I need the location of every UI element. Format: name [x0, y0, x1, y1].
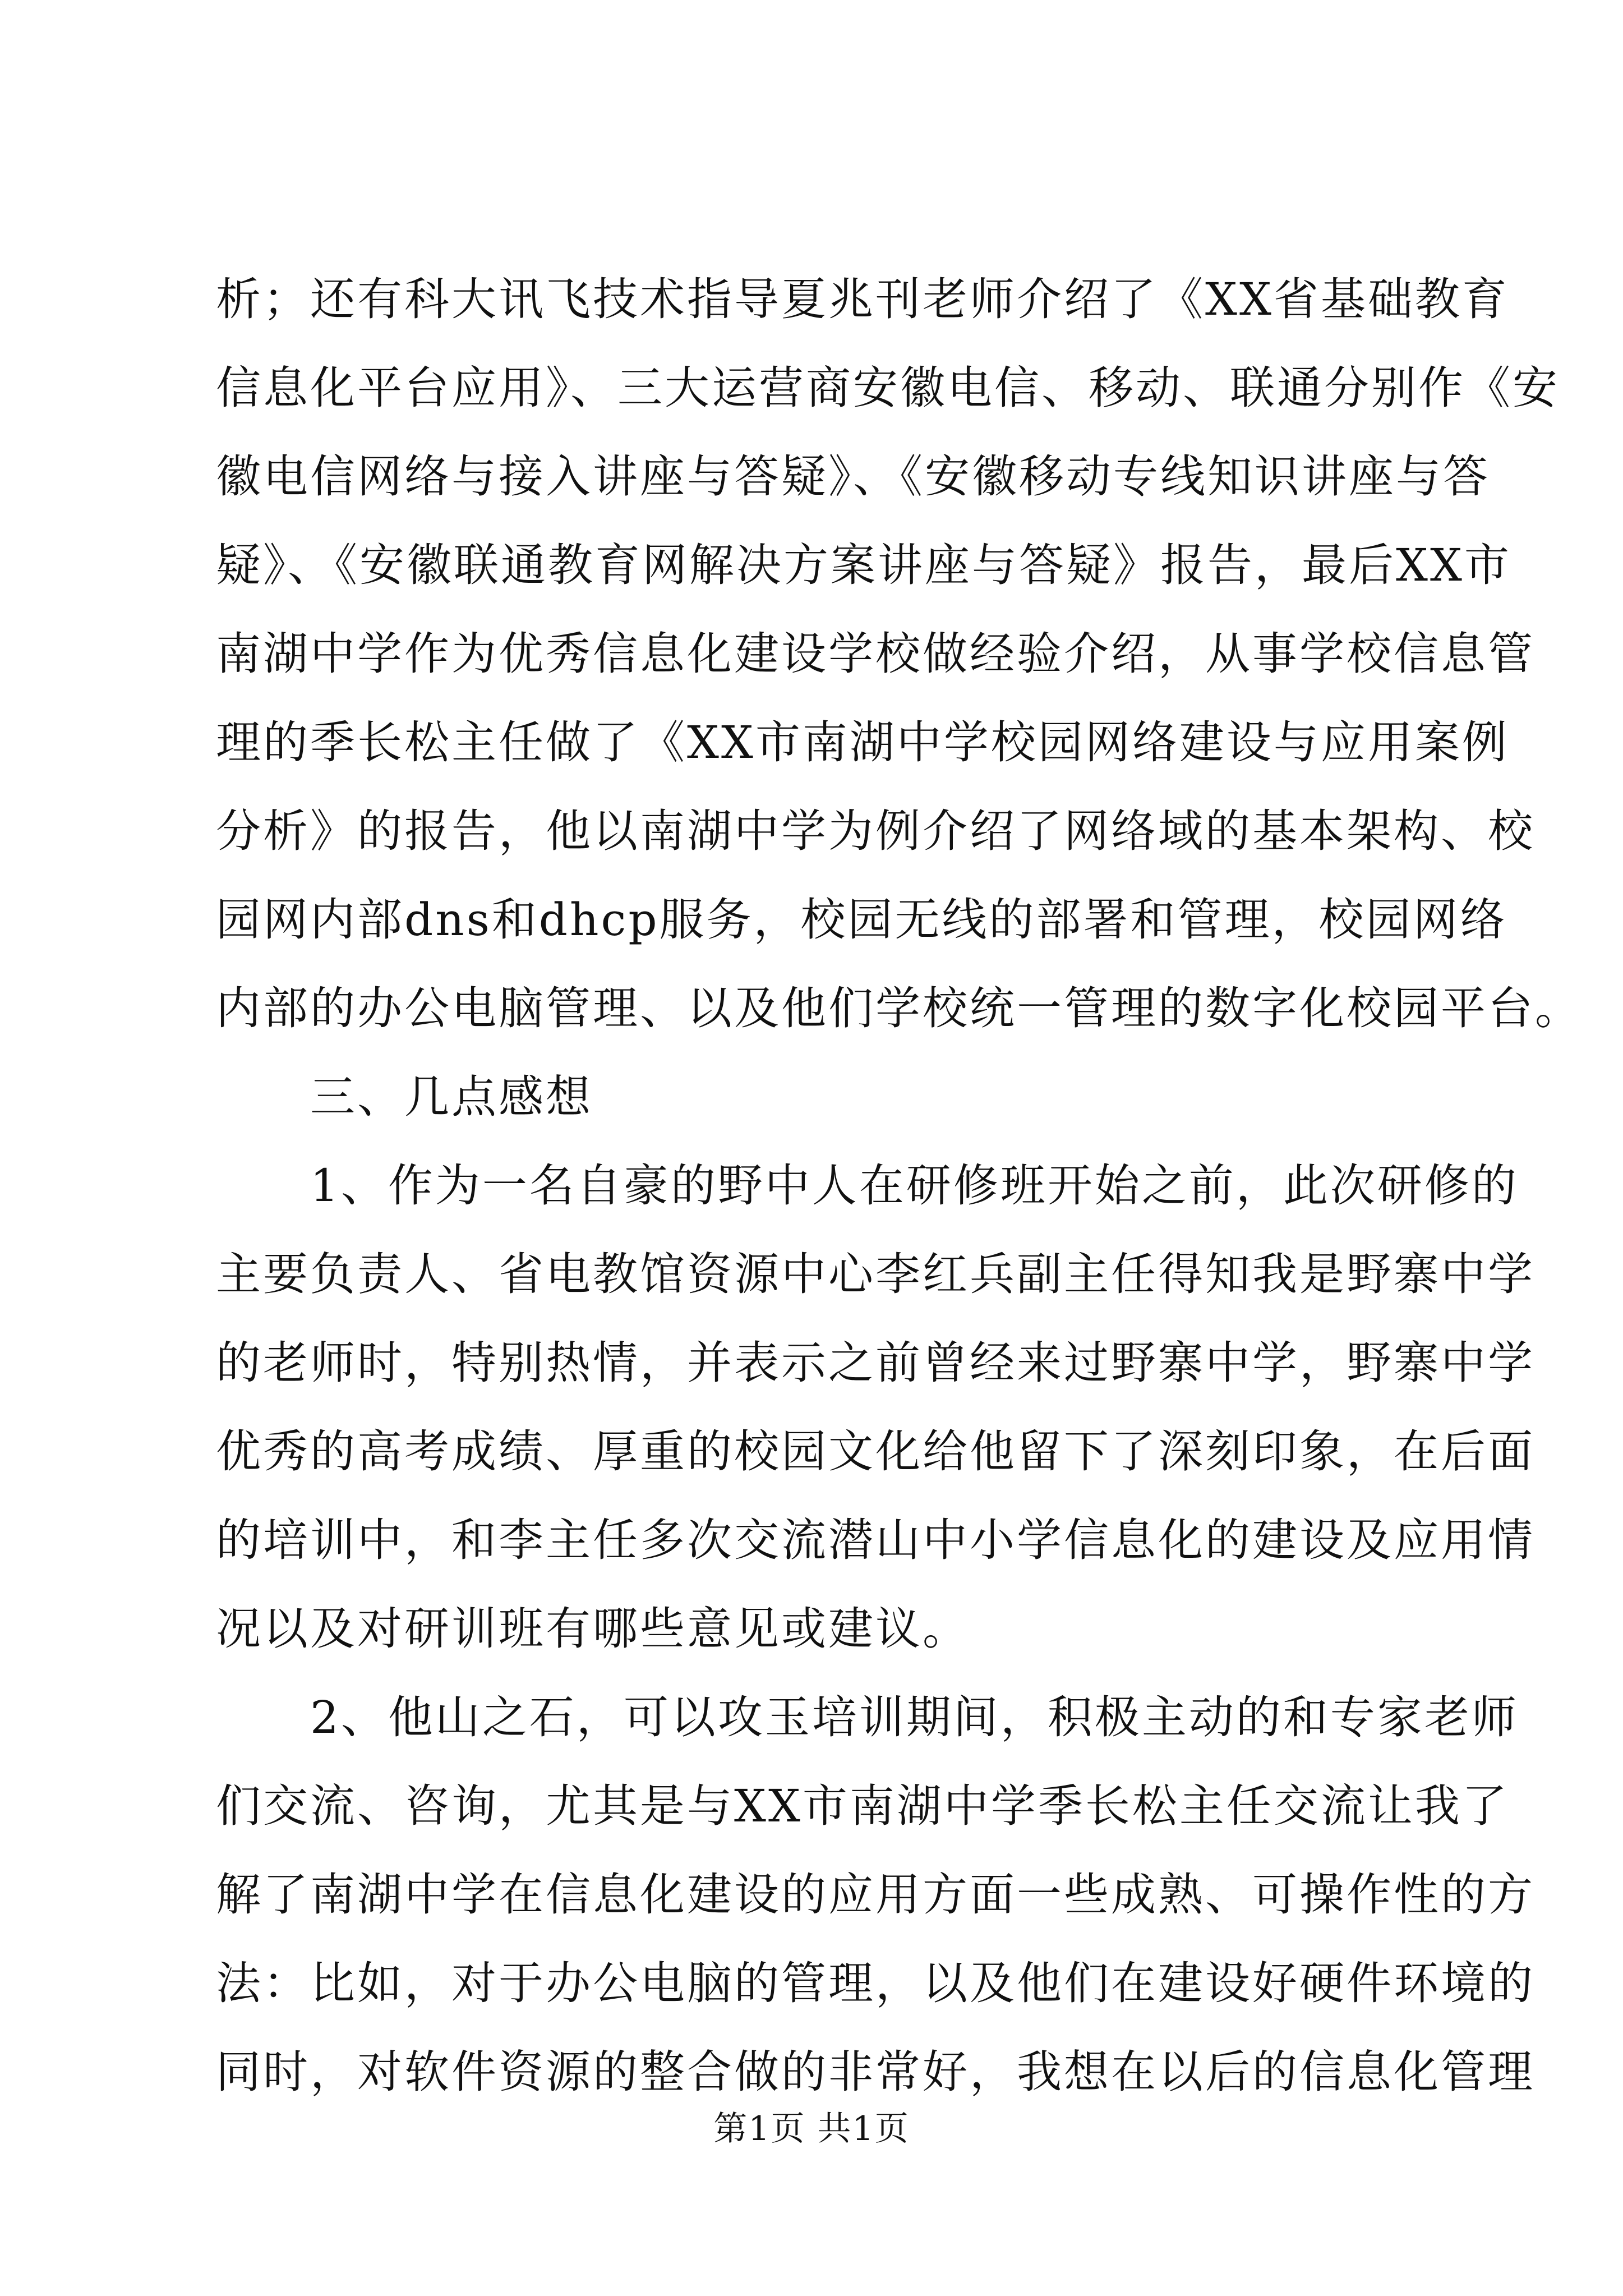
text-line: 况以及对研训班有哪些意见或建议。: [216, 1603, 970, 1655]
text-line: 信息化平台应用》、三大运营商安徽电信、移动、联通分别作《安: [216, 362, 1560, 414]
text-line: 园网内部dns和dhcp服务，校园无线的部署和管理，校园网络: [216, 894, 1507, 946]
text-line: 分析》的报告，他以南湖中学为例介绍了网络域的基本架构、校: [216, 805, 1535, 857]
text-line: 解了南湖中学在信息化建设的应用方面一些成熟、可操作性的方: [216, 1869, 1535, 1921]
text-line: 2、他山之石，可以攻玉培训期间，积极主动的和专家老师: [310, 1691, 1519, 1743]
text-line: 主要负责人、省电教馆资源中心李红兵副主任得知我是野寨中学: [216, 1248, 1535, 1300]
text-line: 的老师时，特别热情，并表示之前曾经来过野寨中学，野寨中学: [216, 1337, 1535, 1389]
text-line: 们交流、咨询，尤其是与XX市南湖中学季长松主任交流让我了: [216, 1780, 1509, 1832]
text-line: 理的季长松主任做了《XX市南湖中学校园网络建设与应用案例: [216, 716, 1509, 769]
text-line: 法：比如，对于办公电脑的管理，以及他们在建设好硬件环境的: [216, 1957, 1535, 2009]
text-line: 南湖中学作为优秀信息化建设学校做经验介绍，从事学校信息管: [216, 628, 1535, 680]
text-line: 析；还有科大讯飞技术指导夏兆刊老师介绍了《XX省基础教育: [216, 273, 1509, 325]
text-line: 优秀的高考成绩、厚重的校园文化给他留下了深刻印象，在后面: [216, 1425, 1535, 1478]
text-line: 疑》、《安徽联通教育网解决方案讲座与答疑》报告，最后XX市: [216, 539, 1511, 591]
text-line: 的培训中，和李主任多次交流潜山中小学信息化的建设及应用情: [216, 1514, 1535, 1566]
text-line: 内部的办公电脑管理、以及他们学校统一管理的数字化校园平台。: [216, 982, 1582, 1034]
text-line: 1、作为一名自豪的野中人在研修班开始之前，此次研修的: [310, 1159, 1519, 1212]
document-body: [216, 255, 1582, 2116]
section-heading: 三、几点感想: [310, 1071, 593, 1123]
page-number-footer: 第1页 共1页: [713, 2109, 910, 2148]
text-line: 徽电信网络与接入讲座与答疑》、《安徽移动专线知识讲座与答: [216, 450, 1490, 503]
text-line: 同时，对软件资源的整合做的非常好，我想在以后的信息化管理: [216, 2046, 1535, 2098]
